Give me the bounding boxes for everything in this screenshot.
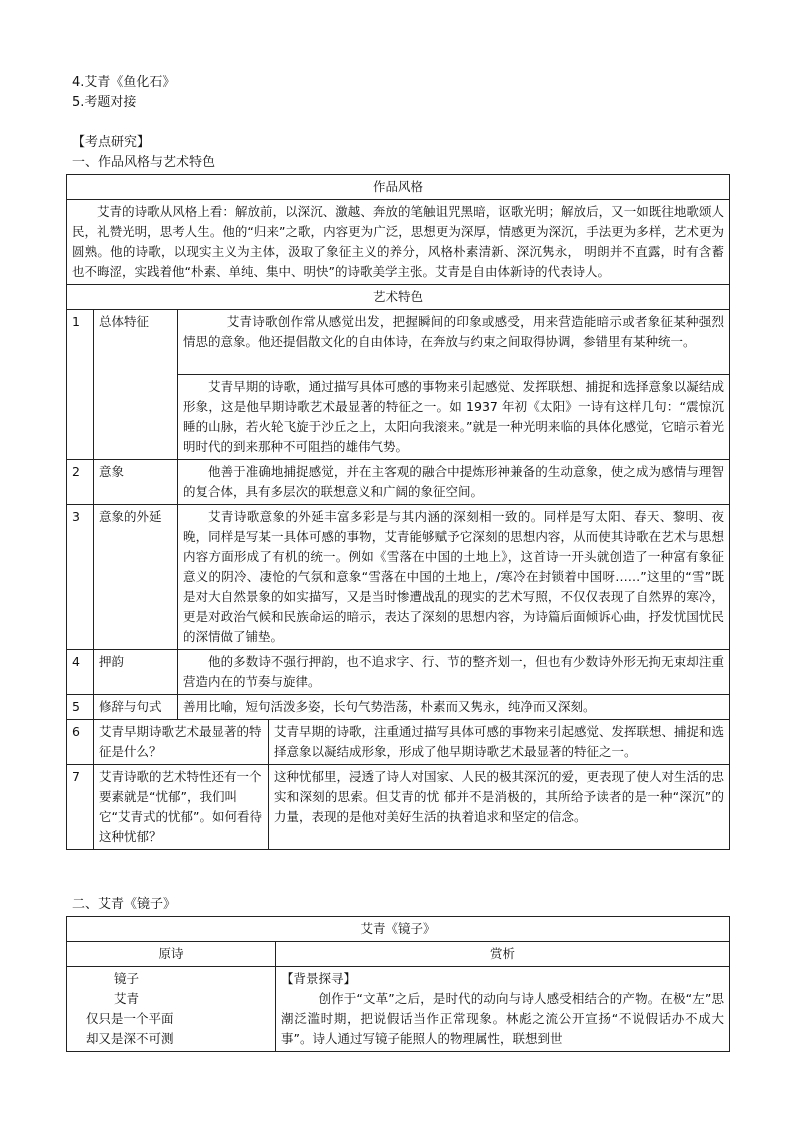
research-title: 【考点研究】	[72, 135, 151, 150]
row-answer: 艾青早期的诗歌，注重通过描写具体可感的事物来引起感觉、发挥联想、捕捉和选择意象以凝结成形象，形成了他早期诗歌艺术最显著的特征之一。	[269, 720, 730, 765]
mirror-table-title: 艾青《镜子》	[67, 917, 730, 942]
row-content: 善用比喻，短句活泼多姿，长句气势浩荡，朴素而又隽永，纯净而又深刻。	[178, 695, 730, 720]
row-label: 总体特征	[94, 310, 178, 460]
row-content: 艾青诗歌创作常从感觉出发，把握瞬间的印象或感受，用来营造能暗示或者象征某种强烈情思的意象。他还提倡散文化的自由体诗，在奔放与约束之间取得协调，参错里有某种统一。	[178, 310, 730, 375]
style-art-table	[66, 174, 730, 850]
row-label: 押韵	[94, 650, 178, 695]
poem-author: 艾青	[114, 991, 140, 1006]
section-1-title: 一、作品风格与艺术特色	[72, 155, 216, 170]
poem-title: 镜子	[114, 971, 140, 986]
analysis-heading: 【背景探寻】	[281, 971, 357, 986]
row-number: 2	[67, 460, 94, 505]
row-content: 他的多数诗不强行押韵，也不追求字、行、节的整齐划一，但也有少数诗外形无拘无束却注重营造内在的节奏与旋律。	[178, 650, 730, 695]
style-table-title: 作品风格	[67, 175, 730, 200]
row-number: 6	[67, 720, 94, 765]
analysis-cell	[276, 967, 730, 1052]
row-number: 3	[67, 505, 94, 650]
row-question: 艾青诗歌的艺术特性还有一个要素就是“忧郁”，我们叫它“艾青式的忧郁”。如何看待这种忧郁？	[94, 765, 269, 850]
mirror-poem-table	[66, 916, 730, 1052]
column-header-poem: 原诗	[67, 942, 276, 967]
item-4-heading: 4.艾青《鱼化石》	[72, 75, 176, 90]
column-header-analysis: 赏析	[276, 942, 730, 967]
row-number: 7	[67, 765, 94, 850]
art-features-title: 艺术特色	[67, 285, 730, 310]
row-question: 艾青早期诗歌艺术最显著的特征是什么？	[94, 720, 269, 765]
row-answer: 这种忧郁里，浸透了诗人对国家、人民的极其深沉的爱，更表现了使人对生活的忠实和深刻的思索。但艾青的忧 郁并不是消极的，其所给予读者的是一种“深沉”的力量，表现的是他对美好生活的执着追求和坚定的信念。	[269, 765, 730, 850]
row-label: 意象的外延	[94, 505, 178, 650]
poem-line: 却又是深不可测	[86, 1031, 174, 1046]
row-content: 他善于准确地捕捉感觉，并在主客观的融合中提炼形神兼备的生动意象，使之成为感情与理智的复合体，具有多层次的联想意义和广阔的象征空间。	[178, 460, 730, 505]
row-number: 1	[67, 310, 94, 460]
row-number: 5	[67, 695, 94, 720]
analysis-text: 创作于“文革”之后，是时代的动向与诗人感受相结合的产物。在极“左”思潮泛滥时期，把说假话当作正常现象。林彪之流公开宣扬“不说假话办不成大事”。诗人通过写镜子能照人的物理属性，联想到世	[281, 991, 724, 1046]
style-table-body: 艾青的诗歌从风格上看：解放前，以深沉、激越、奔放的笔触诅咒黑暗，讴歌光明；解放后，又一如既往地歌颂人民，礼赞光明，思考人生。他的“归来”之歌，内容更为广泛，思想更为深厚，情感更为深沉，手法更为多样，艺术更为圆熟。他的诗歌，以现实主义为主体，汲取了象征主义的养分，风格朴素清新、深沉隽永， 明朗并不直露，时有含蓄也不晦涩，实践着他“朴素、单纯、集中、明快”的诗歌美学主张。艾青是自由体新诗的代表诗人。	[67, 200, 730, 285]
item-5-heading: 5.考题对接	[72, 95, 137, 110]
row-label: 意象	[94, 460, 178, 505]
row-content-secondary: 艾青早期的诗歌，通过描写具体可感的事物来引起感觉、发挥联想、捕捉和选择意象以凝结成形象，这是他早期诗歌艺术最显著的特征之一。如 1937 年初《太阳》一诗有这样几句：“震惊沉睡的山脉，若火轮飞旋于沙丘之上，太阳向我滚来。”就是一种光明来临的具体化感觉，它暗示着光明时代的到来那种不可阻挡的雄伟气势。	[178, 375, 730, 460]
poem-line: 仅只是一个平面	[86, 1011, 174, 1026]
poem-cell	[67, 967, 276, 1052]
row-content: 艾青诗歌意象的外延丰富多彩是与其内涵的深刻相一致的。同样是写太阳、春天、黎明、夜晚，同样是写某一具体可感的事物，艾青能够赋予它深刻的思想内容，从而使其诗歌在艺术与思想内容方面形成了有机的统一。例如《雪落在中国的土地上》，这首诗一开头就创造了一种富有象征意义的阴冷、凄怆的气氛和意象“雪落在中国的土地上，/寒冷在封锁着中国呀……”这里的“雪”既是对大自然景象的如实描写，又是当时惨遭战乱的现实的艺术写照，不仅仅表现了自然界的寒冷，更是对政治气候和民族命运的暗示，表达了深刻的思想内容，为诗篇后面倾诉心曲，抒发忧国忧民的深情做了铺垫。	[178, 505, 730, 650]
row-number: 4	[67, 650, 94, 695]
section-2-title: 二、艾青《镜子》	[72, 897, 177, 912]
row-label: 修辞与句式	[94, 695, 178, 720]
